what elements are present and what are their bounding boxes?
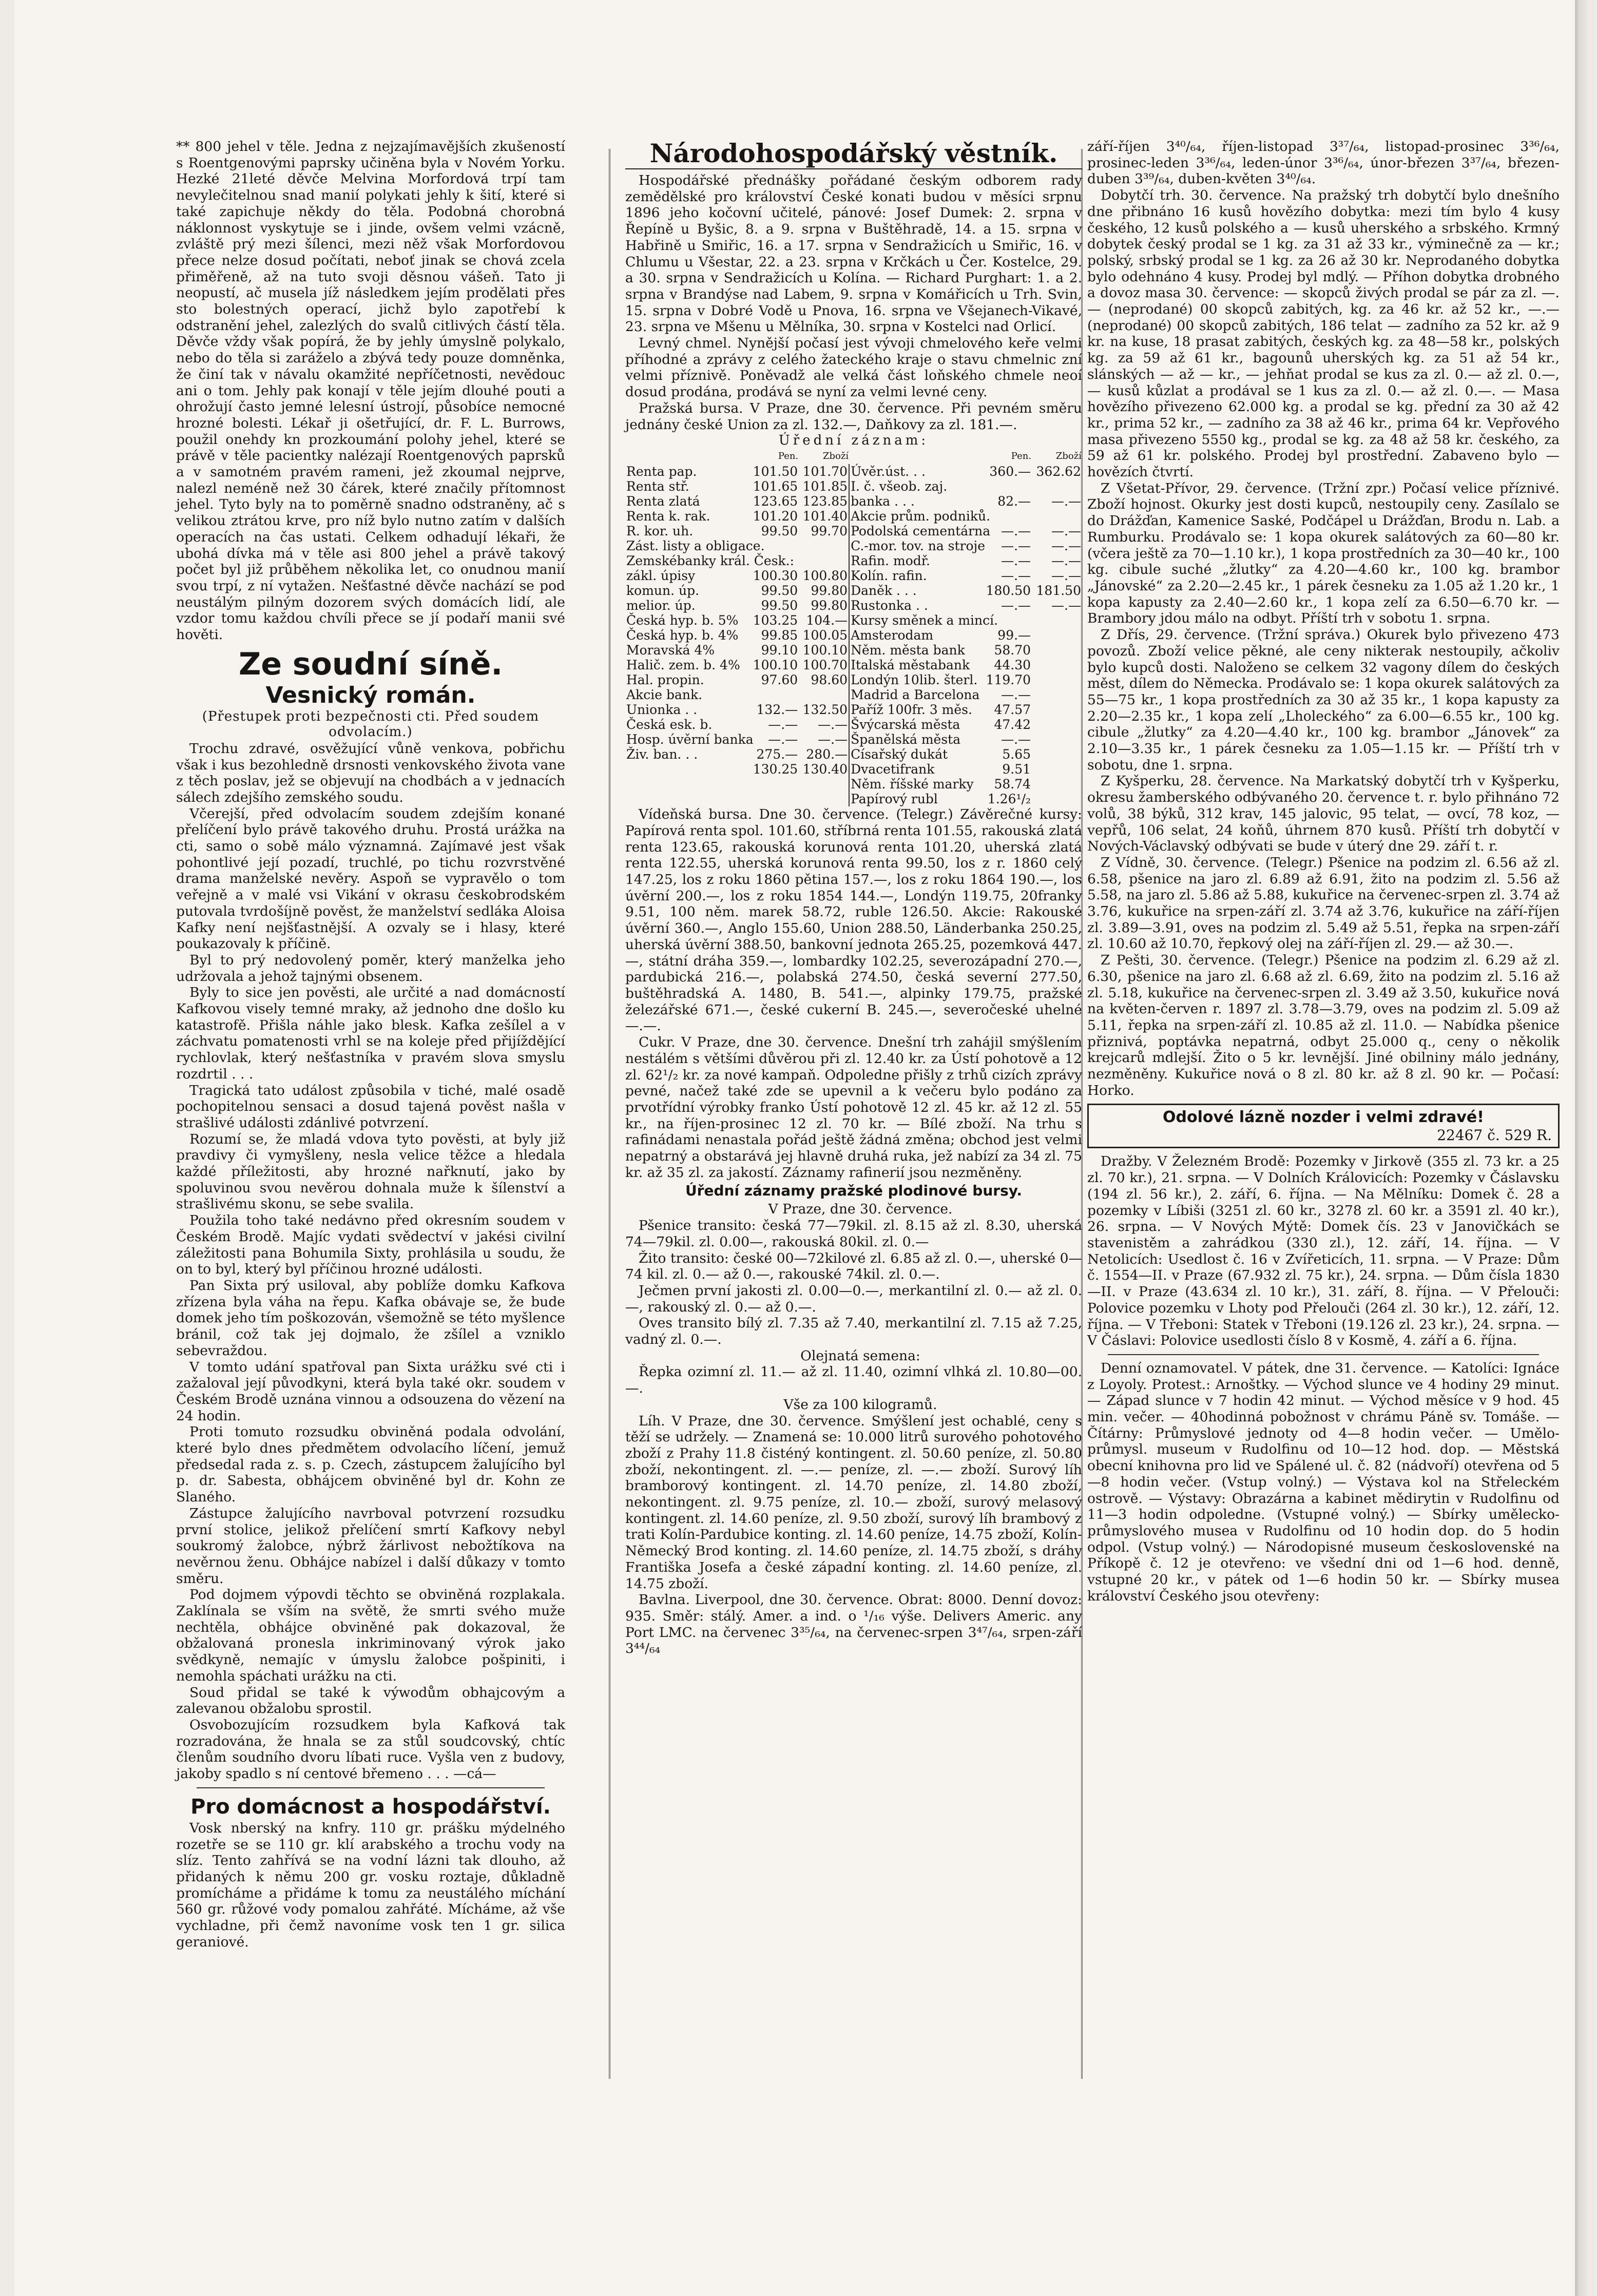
- table-cell: —.—: [1001, 524, 1031, 539]
- table-header-cell: Zboží: [1055, 451, 1082, 462]
- table-cell: banka . . .: [849, 494, 982, 509]
- table-cell: [625, 762, 748, 777]
- table-cell: —.—: [1051, 524, 1081, 539]
- market-paragraph: Dobytčí trh. 30. července. Na pražský trh dobytčí bylo dnešního dne přibnáno 16 kusů hovězího dobytka: mezi tím bylo 4 kusy českého, 12 kusů polského a — kusů uherského a srbského. Krmný dobytek český prodal se 1 kg. za 31 až 33 kr., výminečně za — kr.; polský, srbský prodal se 1 kg. za 26 až 30 kr. Neprodaného dobytka bylo odehnáno 4 kusy. Prodej byl mdlý. — Příhon dobytka drobného a dovoz masa 30. července: — skopců živých prodal se pár za zl. —.— (neprodané) 00 skopců zabitých, kg. za 46 kr. až 52 kr., —.— (neprodané) 00 skopců zabitých, 186 telat — zadního za 52 kr. až 9 kr. na kuse, 18 prasat zabitých, českých kg. za 48—58 kr., polských kg. za 59 až 61 kr., bagounů uherských kg. za 51 až 54 kr., slánských — až — kr., — jehňat prodal se kus za zl. 0.— až zl. 0.—, — kusů kůzlat a prodával se 1 kus za zl. 0.— až zl. 0.—. — Masa hovězího přivezeno 62.000 kg. a prodal se kg. přední za 30 až 42 kr., prima 52 kr., — zadního za 38 až 46 kr., prima 64 kr. Vepřového masa přivezeno 5550 kg., prodal se kg. za 48 až 58 kr. českého, za 59 až 61 kr. polského. Prodej byl prostřední. Zabaveno bylo — hovězích čtvrtí.: [1087, 187, 1560, 480]
- table-row: [625, 717, 1082, 732]
- produce-paragraph: Ječmen první jakosti zl. 0.00—0.—, merkantilní zl. 0.— až zl. 0.—, rakouský zl. 0.— až 0.—.: [625, 1282, 1082, 1315]
- table-cell: 101.65: [753, 479, 798, 494]
- table-cell: Něm. města bank: [849, 643, 982, 658]
- table-cell: Česká hyp. b. 4%: [626, 628, 739, 643]
- table-cell: [799, 777, 849, 792]
- table-row: [625, 538, 1082, 553]
- table-header-cell: Pen.: [1011, 451, 1032, 462]
- table-cell: 99.10: [761, 643, 798, 658]
- table-row: [625, 702, 1082, 717]
- table-cell: —.—: [1051, 553, 1081, 569]
- table-cell: Rustonka . .: [849, 598, 982, 613]
- court-paragraph: Byl to prý nedovolený poměr, který manželka jeho udržovala a jehož tajnými obsenem.: [176, 952, 565, 985]
- table-cell: [1032, 702, 1082, 717]
- table-cell: 132.50: [802, 702, 848, 718]
- table-cell: 101.70: [802, 464, 848, 479]
- court-paragraph: Trochu zdravé, osvěžující vůně venkova, pobřichu však i kus bezohledně drsnosti venkovského života vane z těch poslav, jež se objevují na chodbách a v jednacích sálech zdejšího zemského soudu.: [176, 740, 565, 805]
- table-cell: —.—: [1001, 568, 1031, 584]
- table-cell: Zást. listy a obligace.: [626, 538, 765, 554]
- table-cell: Paříž 100fr. 3 měs.: [849, 702, 982, 717]
- table-cell: Renta stř.: [626, 479, 689, 494]
- court-paragraph: Soud přidal se také k výwodům obhajcovým a zalevanou obžalobu sprostil.: [176, 1684, 565, 1717]
- table-cell: melior. úp.: [626, 598, 696, 613]
- table-cell: 97.60: [761, 672, 798, 688]
- table-cell: —.—: [1051, 494, 1081, 509]
- table-cell: Dvacetifrank: [849, 762, 982, 777]
- column-rule: [609, 149, 610, 2079]
- section-divider: [197, 1787, 545, 1788]
- newspaper-page: [14, 0, 1578, 2296]
- table-row: [625, 658, 1082, 672]
- table-cell: 98.60: [811, 672, 848, 688]
- table-cell: [1032, 792, 1082, 806]
- table-cell: 1.26¹/₂: [987, 792, 1031, 807]
- court-paragraph: Osvobozujícím rozsudkem byla Kafková tak rozradována, že hnala se za stůl soudcovský, chtíc členům soudního dvoru líbati ruce. Vyšla ven z budovy, jakoby spadlo s ní centové břemeno . . . —cá—: [176, 1716, 565, 1782]
- exchange-rates-table: [625, 448, 1082, 806]
- table-cell: 99.50: [761, 524, 798, 539]
- table-cell: 100.80: [802, 568, 848, 584]
- economic-paragraph: Levný chmel. Nynější počasí jest vývoji chmelového keře velmi příhodné a zprávy z celého žateckého kraje o stavu chmelnic zní velmi příznivě. Poněvadž ale velká část loňského chmele neoí dosud prodána, prodává se nyní za velmi levné ceny.: [625, 335, 1082, 400]
- table-cell: 101.40: [802, 509, 848, 524]
- table-cell: 99.80: [811, 583, 848, 599]
- produce-exchange-title: Úřední záznamy pražské plodinové bursy.: [685, 1182, 1023, 1200]
- table-cell: 130.40: [802, 762, 848, 777]
- court-paragraph: V tomto udání spatřoval pan Sixta urážku své cti i zažaloval její původkyni, která byla také okr. soudem v Českém Brodě uznána vinnou a odsouzena do vězení na 24 hodin.: [176, 1359, 565, 1424]
- table-cell: —.—: [1001, 598, 1031, 613]
- produce-paragraph: Bavlna. Liverpool, dne 30. července. Obrat: 8000. Denní dovoz: 935. Směr: stálý. Amer. a ind. o ¹/₁₆ výše. Delivers Americ. any Port LMC. na červenec 3³⁵/₆₄, na červenec-srpen 3⁴⁷/₆₄, srpen-září 3⁴⁴/₆₄: [625, 1592, 1082, 1657]
- table-row: [625, 494, 1082, 509]
- economic-paragraph: Hospodářské přednášky pořádané českým odborem rady zemědělské pro království České konati budou v měsíci srpnu 1896 jeho kočovní učitelé, pánové: Josef Dumek: 2. srpna v Řepíně u Byšic, 8. a 9. srpna v Buštěhradě, 14. a 15. srpna v Habřině u Smiřic, 16. a 17. srpna v Sendražicích u Smiřic, 16. v Chlumu u Všestar, 22. a 23. srpna v Krčkách u Čer. Kostelce, 29. a 30. srpna v Sendražicích u Kolína. — Richard Purghart: 1. a 2. srpna v Brandýse nad Labem, 9. srpna v Komářicích u Trh. Svin, 15. srpna v Dobré Vodě u Pnova, 16. srpna ve Všejanech-Vikavé, 23. srpna ve Mšenu u Mělníka, 30. srpna v Kostelci nad Orlicí.: [625, 172, 1082, 335]
- table-cell: 100.70: [802, 658, 848, 673]
- table-cell: [1032, 687, 1082, 702]
- table-cell: [1032, 747, 1082, 762]
- table-cell: —.—: [1001, 687, 1031, 703]
- table-cell: —.—: [818, 717, 848, 732]
- table-cell: Daněk . . .: [849, 583, 982, 598]
- table-cell: komun. úp.: [626, 583, 700, 599]
- table-cell: [625, 777, 748, 792]
- table-cell: 99.80: [811, 598, 848, 613]
- produce-paragraph: Olejnatá semena:: [800, 1347, 920, 1364]
- court-paragraph: Včerejší, před odvolacím soudem zdejším konané přelíčení bylo právě takového druhu. Prostá urážka na cti, samo o sobě málo významná. Zajímavé jest však pohontlivé její pozadí, truchlé, po tichu rozvrstvěné drama manželské nevěry. Aspoň se vypravělo o tom veřejně a v malé vsi Vikání v okrasu českobrodském putovala tvrdošíjně pověst, že manželství sedláka Aloisa Kafky není nejšťastnější. A ozvaly se i hlasy, které poukazovaly k příčině.: [176, 805, 565, 952]
- table-row: [625, 568, 1082, 583]
- table-cell: [1032, 762, 1082, 777]
- table-cell: [1032, 717, 1082, 732]
- market-paragraph: Z Všetat-Přívor, 29. července. (Tržní zpr.) Počasí velice příznivé. Zboží hojnost. Okurky jest dosti kupců, nestoupily ceny. Zasílalo se do Drážďan, Kamenice Saské, Podčápel u Drážďan, Brodu n. Lab. a Rumburku. Prodávalo se: 1 kopa okurek salátových za 60—80 kr. (včera ještě za 70—1.10 kr.), 1 kopa prostředních za 30—40 kr., 100 kg. cibule suché „žlutky“ za 4.20—4.60 kr., 100 kg. brambor „Jánovské“ za 2.20—2.45 kr., 1 párek česneku za 1.05 až 1.20 kr., 1 kopa kapusty za 2.40—2.60 kr., 1 kopa zelí za 6.50—6.70 kr. — Brambory jdou málo na odbyt. Příští trh v sobotu 1. srpna.: [1087, 480, 1560, 627]
- table-cell: [748, 687, 799, 702]
- advertisement-title: Odolové lázně nozder i velmi zdravé!: [1163, 1108, 1484, 1127]
- table-cell: 181.50: [1036, 583, 1081, 599]
- court-paragraph: Rozumí se, že mladá vdova tyto pověsti, at byly již pravdivy či vymyšleny, nesla velice těžce a hledala každé příležitosti, aby hrozné nařknutí, jako by spoluvinou svou nevěrou dohnala muže k šílenství a strašlivému skonu, se sebe svalila.: [176, 1131, 565, 1212]
- table-cell: —.—: [1001, 553, 1031, 569]
- table-row: [625, 509, 1082, 524]
- table-row: [625, 777, 1082, 792]
- table-cell: [1032, 672, 1082, 687]
- table-cell: 100.30: [753, 568, 798, 584]
- table-cell: 100.10: [802, 643, 848, 658]
- table-cell: 47.42: [994, 717, 1031, 732]
- table-row: [625, 553, 1082, 568]
- table-row: [625, 583, 1082, 598]
- court-paragraph: Zástupce žalujícího navrboval potvrzení rozsudku první stolice, jelikož přelíčení smrtí Kafkovy nebyl soukromý žalobce, nýbrž žárlivost nebožtíkova na nevěrnou ženu. Obhájce nabízel i další důkazy v tomto směru.: [176, 1505, 565, 1587]
- table-cell: [799, 553, 849, 568]
- market-paragraph: Vídeňská bursa. Dne 30. července. (Telegr.) Závěrečné kursy: Papírová renta spol. 101.60, stříbrná renta 101.55, rakouská zlatá renta 123.65, rakouská korunová renta 101.20, uherská zlatá renta 122.55, uherská korunová renta 99.50, los z r. 1860 celý 147.25, los z roku 1860 pětina 157.—, los z roku 1864 190.—, los úvěrní 200.—, los z roku 1854 144.—, Londýn 119.75, 20franky 9.51, 100 něm. marek 58.72, ruble 126.50. Akcie: Rakouské úvěrní 360.—, Anglo 155.60, Union 288.50, Länderbanka 250.25, uherská úvěrní 388.50, bankovní jednota 265.25, pozemková 447.—, státní dráha 359.—, lombardky 102.25, severozápadní 270.—, pardubická 216.—, polabská 274.50, česká severní 277.50, buštěhradská A. 1480, B. 541.—, alpinky 179.75, pražské železářské 671.—, české cukerní B. 245.—, severočeské uhelné —.—.: [625, 806, 1082, 1034]
- table-cell: [1032, 509, 1082, 524]
- table-cell: 47.57: [994, 702, 1031, 718]
- table-row: [625, 747, 1082, 762]
- table-row: [625, 643, 1082, 658]
- market-paragraph: Z Vídně, 30. července. (Telegr.) Pšenice na podzim zl. 6.56 až zl. 6.58, pšenice na jaro zl. 6.89 až 6.91, žito na podzim zl. 5.56 až 5.58, na jaro zl. 5.86 až 5.88, kukuřice na červenec-srpen zl. 3.74 až 3.76, kukuřice na srpen-září zl. 3.74 až 3.76, kukuřice na září-říjen zl. 3.89—3.91, oves na podzim zl. 5.49 až 5.51, řepka na srpen-září zl. 10.60 až 10.70, řepkový olej na září-říjen zl. 29.— až 30.—.: [1087, 854, 1560, 952]
- table-cell: [1032, 613, 1082, 628]
- table-cell: Rafin. modř.: [849, 553, 982, 568]
- table-cell: 275.—: [756, 747, 798, 762]
- court-paragraph: Pod dojmem výpovdi těchto se obviněná rozplakala. Zaklínala se vším na světě, že smrti svého muže nechtěla, obhájce obviněné pak dokazoval, že obžalovaná pronesla inkriminovaný výrok jako svědkyně, nemajíc v úmyslu žalobce pošpiniti, i nemohla spáchati urážku na cti.: [176, 1587, 565, 1684]
- table-cell: 9.51: [1002, 762, 1031, 777]
- economic-paragraph: Pražská bursa. V Praze, dne 30. července. Při pevném směru jednány české Union za zl. 132.—, Daňkovy za zl. 181.—.: [625, 400, 1082, 433]
- table-cell: —.—: [1001, 538, 1031, 554]
- table-cell: 280.—: [806, 747, 848, 762]
- household-section-title: Pro domácnost a hospodářství.: [190, 1795, 551, 1819]
- table-cell: [799, 687, 849, 702]
- table-cell: Italská městabank: [849, 658, 982, 672]
- table-cell: [748, 792, 799, 806]
- table-cell: Madrid a Barcelona: [849, 687, 982, 702]
- table-cell: —.—: [768, 732, 798, 747]
- column-left: [176, 139, 565, 2192]
- table-cell: [1032, 658, 1082, 672]
- table-row: [625, 732, 1082, 747]
- table-row: [625, 792, 1082, 806]
- table-row: [625, 762, 1082, 777]
- table-cell: 101.50: [753, 464, 798, 479]
- table-cell: 99.—: [997, 628, 1031, 643]
- official-quotes-label: Úřední záznam:: [778, 433, 929, 449]
- table-cell: 99.50: [761, 598, 798, 613]
- produce-paragraph: Líh. V Praze, dne 30. července. Smýšlení jest ochablé, ceny s těží se udržely. — Znamená se: 10.000 litrů surového pohotového zboží z Prahy 11.8 čisténý kontingent. zl. 50.60 peníze, zl. 50.80 zboží, nekontingent. zl. —.— peníze, zl. —.— zboží. Surový líh bramborový kontingent. zl. 14.70 peníze, zl. 14.80 zboží, nekontingent. zl. 9.75 peníze, zl. 10.— zboží, surový melasový kontingent. zl. 14.60 peníze, zl. 9.50 zboží, surový líh brambový z trati Kolín-Pardubice konting. zl. 14.60 peníze, 14.75 zboží, Kolín-Německý Brod konting. zl. 14.60 peníze, zl. 14.75 zboží, s dráhy Františka Josefa a české západní konting. zl. 14.60 peníze, zl. 14.75 zboží.: [625, 1413, 1082, 1592]
- produce-paragraph: Žito transito: české 00—72kilové zl. 6.85 až zl. 0.—, uherské 0—74 kil. zl. 0.— až 0.—, rakouské 74kil. zl. 0.—.: [625, 1250, 1082, 1283]
- produce-paragraph: Vše za 100 kilogramů.: [783, 1396, 937, 1413]
- table-row: [625, 524, 1082, 538]
- table-cell: I. č. všeob. zaj.: [849, 479, 982, 494]
- market-paragraph: Z Dřís, 29. července. (Tržní správa.) Okurek bylo přivezeno 473 povozů. Zboží velice pěkné, ale ceny nikterak nestoupily, ačkoliv bylo kupců dosti. Naloženo se celkem 32 vagony dílem do českých měst, dílem do Německa. Prodávalo se: 1 kopa okurek salátových za 55—75 kr., 1 kopa prostředních za 30 až 35 kr., 1 kopa kapusty za 2.20—2.35 kr., 1 kopa zelí „Lholeckého“ za 6.00—6.55 kr., 100 kg. cibule „žlutky“ za 4.20—4.40 kr., 100 kg. brambor „Jánovek“ za 2.10—3.35 kr., 1 párek česneku za 1.05—1.15 kr. — Příští trh v sobotu, dne 1. srpna.: [1087, 627, 1560, 773]
- table-cell: Kursy směnek a mincí.: [849, 613, 982, 628]
- table-cell: Podolská cementárna: [849, 524, 982, 538]
- table-cell: Hosp. úvěrní banka: [626, 732, 754, 747]
- table-cell: C.-mor. tov. na stroje: [849, 538, 982, 553]
- table-cell: 99.70: [811, 524, 848, 539]
- column-middle: [625, 139, 1082, 2223]
- market-paragraph: září-říjen 3⁴⁰/₆₄, říjen-listopad 3³⁷/₆₄, listopad-prosinec 3³⁶/₆₄, prosinec-leden 3³⁶/₆₄, leden-únor 3³⁶/₆₄, únor-březen 3³⁷/₆₄, březen-duben 3³⁹/₆₄, duben-květen 3⁴⁰/₆₄.: [1087, 139, 1560, 187]
- table-cell: 180.50: [986, 583, 1031, 599]
- court-paragraph: Proti tomuto rozsudku obviněná podala odvolání, které bylo dnes předmětem odvolacího líčení, jemuž předsedal rada z. s. p. Czech, zástupcem žalujícího byl p. dr. Sabesta, obhájcem obviněné byl dr. Kohn ze Slaného.: [176, 1424, 565, 1506]
- table-cell: Úvěr.úst. . .: [849, 464, 982, 479]
- table-cell: 82.—: [997, 494, 1031, 509]
- court-article-title: Vesnický román.: [265, 682, 476, 708]
- table-cell: Amsterodam: [849, 628, 982, 643]
- household-paragraph: Vosk nberský na knfry. 110 gr. prášku mýdelného rozetře se se 110 gr. klí arabského a trochu vody na slíz. Tento zahřívá se na vodní lázni tak dlouho, až přidaných k němu 200 gr. vosku roztaje, důkladně promícháme a přidáme k tomu za neustálého míchání 560 gr. růžové vody pomalou zahřáté. Mícháme, až vše vychladne, při čemž navoníme vosk ten 1 gr. silica geraniové.: [176, 1820, 565, 1950]
- table-cell: —.—: [1051, 598, 1081, 613]
- table-row: [625, 598, 1082, 613]
- table-cell: [1032, 628, 1082, 643]
- court-section-title: Ze soudní síně.: [238, 646, 503, 682]
- table-cell: Česká esk. b.: [626, 717, 713, 732]
- table-cell: Unionka . .: [626, 702, 698, 718]
- daily-notices-paragraph: Denní oznamovatel. V pátek, dne 31. července. — Katolíci: Ignáce z Loyoly. Protest.: Arnoštky. — Východ slunce ve 4 hodiny 29 minut. — Západ slunce v 7 hodin 42 minut. — Východ měsíce v 9 hod. 45 min. večer. — 40hodinná pobožnost v chrámu Páně sv. Tomáše. — Čítárny: Průmyslové jednoty od 4—8 hodin večer. — Umělo-průmysl. museum v Rudolfinu od 10—12 hod. dop. — Městská obecní knihovna pro lid ve Spálené ul. č. 82 (nádvoří) otevřena od 5—8 hodin večer. (Vstup volný.) — Výstava kol na Střeleckém ostrově. — Výstavy: Obrazárna a kabinet mědirytin v Rudolfinu od 11—3 hodin odpoledne. (Vstupné volný.) — Sbírky umělecko-průmyslového musea v Rudolfinu od 10 hodin dop. do 5 hodin odpol. (Vstup volný.) — Národopisné museum československé na Příkopě č. 12 je otevřeno: ve všední dni od 1—6 hod. denně, vstupné 20 kr., v pátek od 1—6 hodin 50 kr. — Sbírky musea království Českého jsou otevřeny:: [1087, 1360, 1560, 1604]
- table-cell: [799, 792, 849, 806]
- table-cell: [1032, 732, 1082, 747]
- table-row: [625, 613, 1082, 628]
- table-cell: —.—: [1051, 538, 1081, 554]
- column-right: [1087, 139, 1560, 2192]
- table-cell: [748, 777, 799, 792]
- court-paragraph: Tragická tato událost způsobila v tiché, malé osadě pochopitelnou sensaci a dosud tajená pověst našla v strašlivé události zdánlivé potvrzení.: [176, 1082, 565, 1131]
- table-cell: Moravská 4%: [626, 643, 715, 658]
- table-row: [625, 628, 1082, 643]
- produce-paragraph: Oves transito bílý zl. 7.35 až 7.40, merkantilní zl. 7.15 až 7.25, vadný zl. 0.—.: [625, 1315, 1082, 1348]
- table-row: [625, 479, 1082, 494]
- table-cell: Renta pap.: [626, 464, 697, 479]
- section-divider: [1108, 1354, 1539, 1355]
- advertisement-number: 22467 č. 529 R.: [1437, 1127, 1552, 1144]
- table-cell: —.—: [1001, 732, 1031, 747]
- table-cell: 132.—: [756, 702, 798, 718]
- table-cell: Švýcarská města: [849, 717, 982, 732]
- court-article-kicker: (Přestupek proti bezpečnosti cti. Před soudem odvolacím.): [202, 708, 540, 740]
- auctions-paragraph: Dražby. V Železném Brodě: Pozemky v Jirkově (355 zl. 73 kr. a 25 zl. 70 kr.), 21. srpna. — V Dolních Královicích: Pozemky v Čáslavsku (194 zl. 56 kr.), 2. září, 6. října. — Na Mělníku: Domek č. 28 a pozemky v Líbiši (3251 zl. 60 kr., 3278 zl. 60 kr. a 3591 zl. 40 kr.), 26. srpna. — V Nových Mýtě: Domek čís. 23 v Janovičkách se stavenistěm a zahrádkou (330 zl.), 12. září, 14. října. — V Netolicích: Usedlost č. 16 v Zvířeticích, 11. srpna. — V Praze: Dům č. 1554—II. v Praze (67.932 zl. 75 kr.), 24. srpna. — Dům čísla 1830—II. v Praze (43.634 zl. 10 kr.), 31. září, 8. října. — V Přelouči: Polovice pozemku v Lhoty pod Přelouči (264 zl. 30 kr.), 12. září, 12. října. — V Třeboni: Statek v Třeboni (19.126 zl. 23 kr.), 24. srpna. — V Čáslavi: Polovice usedlosti číslo 8 v Kosmě, 4. září a 6. října.: [1087, 1153, 1560, 1349]
- table-cell: Zemskébanky král. Česk.:: [626, 553, 795, 569]
- table-cell: Živ. ban. . .: [626, 747, 698, 762]
- table-cell: R. kor. uh.: [626, 524, 694, 539]
- table-cell: 130.25: [753, 762, 798, 777]
- market-paragraph: Z Pešti, 30. července. (Telegr.) Pšenice na podzim zl. 6.29 až zl. 6.30, pšenice na jaro zl. 6.68 až zl. 6.69, žito na podzim zl. 5.16 až zl. 5.18, kukuřice na červenec-srpen zl. 3.49 až 3.50, kukuřice nová na květen-červen r. 1897 zl. 3.78—3.79, oves na podzim zl. 5.09 až 5.11, řepka na srpen-září zl. 10.85 až zl. 11.0. — Nabídka pšenice přiznivá, poptávka nepatrná, odbyt 25.000 q., ceny o několik krejcarů mdlejší. Žito o 5 kr. levnější. Jiné obilniny málo jednány, nezměněny. Kukuřice nová o 8 zl. 80 kr. až 8 zl. 90 kr. — Počasí: Horko.: [1087, 952, 1560, 1098]
- table-cell: Halič. zem. b. 4%: [626, 658, 740, 673]
- table-cell: Londýn 10lib. šterl.: [849, 672, 982, 687]
- table-cell: 104.—: [806, 613, 848, 628]
- table-cell: 123.65: [753, 494, 798, 509]
- table-cell: 362.62: [1036, 464, 1081, 479]
- court-paragraph: Byly to sice jen pověsti, ale určité a nad domácností Kafkovou visely temné mraky, až jednoho dne došlo ku katastrofě. Přišla náhle jako blesk. Kafka zešílel a v záchvatu pomatenosti vrhl se na koleje před přijíždějící rychlovlak, který nešťastníka v pravém slova smyslu rozdrtil . . .: [176, 985, 565, 1082]
- table-cell: 101.20: [753, 509, 798, 524]
- produce-paragraph: V Praze, dne 30. července.: [768, 1201, 953, 1218]
- table-cell: 119.70: [986, 672, 1031, 688]
- table-cell: Něm. říšské marky: [849, 777, 982, 792]
- table-cell: zákl. úpisy: [626, 568, 696, 584]
- table-cell: —.—: [768, 717, 798, 732]
- table-header-cell: Pen.: [778, 451, 799, 462]
- table-cell: 58.74: [994, 777, 1031, 792]
- table-cell: 101.85: [802, 479, 848, 494]
- table-cell: 99.50: [761, 583, 798, 599]
- court-paragraph: Pan Sixta prý usiloval, aby poblíže domku Kafkova zřízena byla váha na řepu. Kafka obávaje se, že bude domek jeho tím poškozován, všemožně se této myšlence bránil, což tak jej dojmalo, že zšílel a vzniklo sebevraždou.: [176, 1278, 565, 1359]
- table-cell: —.—: [818, 732, 848, 747]
- table-cell: Kolín. rafin.: [849, 568, 982, 583]
- table-cell: 5.65: [1002, 747, 1031, 762]
- table-cell: Renta zlatá: [626, 494, 700, 509]
- table-cell: [1032, 643, 1082, 658]
- table-header-row: [625, 448, 1082, 464]
- table-cell: [982, 479, 1032, 494]
- table-cell: Akcie prům. podniků.: [849, 509, 982, 524]
- court-paragraph: Použila toho také nedávno před okresním soudem v Českém Brodě. Majíc vydati svědectví v jakési civilní záležitosti pana Bohumila Sixty, prohlásila u soudu, že on to byl, který byl příčinou hrozné události.: [176, 1212, 565, 1278]
- produce-paragraph: Řepka ozimní zl. 11.— až zl. 11.40, ozimní vlhká zl. 10.80—00.—.: [625, 1364, 1082, 1397]
- table-row: [625, 687, 1082, 702]
- table-cell: [1032, 777, 1082, 792]
- table-cell: 100.10: [753, 658, 798, 673]
- table-cell: Papírový rubl: [849, 792, 982, 806]
- table-cell: Císařský dukát: [849, 747, 982, 762]
- advertisement-box: [1087, 1104, 1560, 1148]
- economic-section-title: Národohospodářský věstník.: [625, 139, 1082, 169]
- table-cell: 99.85: [761, 628, 798, 643]
- produce-paragraph: Pšenice transito: česká 77—79kil. zl. 8.15 až zl. 8.30, uherská 74—79kil. zl. 0.00—, rakouská 80kil. zl. 0.—: [625, 1218, 1082, 1250]
- table-row: [625, 464, 1082, 479]
- table-cell: 44.30: [994, 658, 1031, 673]
- table-cell: Akcie bank.: [626, 687, 703, 703]
- table-cell: Renta k. rak.: [626, 509, 710, 524]
- table-cell: 100.05: [802, 628, 848, 643]
- table-cell: [625, 792, 748, 806]
- table-cell: 123.85: [802, 494, 848, 509]
- table-cell: 58.70: [994, 643, 1031, 658]
- market-paragraph: Cukr. V Praze, dne 30. července. Dnešní trh zahájil smýšlením nestálém s většími důvěrou při zl. 12.40 kr. za Ústí pohotově a 12 zl. 62¹/₂ kr. za nové kampaň. Odpoledne přišly z trhů cizích zprávy pevné, načež také zde se upevnil a k večeru bylo podáno za prvotřídní výrobky franko Ústí pohotově 12 zl. 45 kr. až 12 zl. 55 kr., na říjen-prosinec 12 zl. 70 kr. — Bílé zboží. Na trhu s rafinádami nenastala pořád ještě žádná změna; obchod jest velmi nepatrný a obstarává jej hlavně druhá ruka, jež nabízí za 34 zl. 75 kr. až 35 zl. za jakostí. Záznamy rafinerií jsou nezměněny.: [625, 1034, 1082, 1181]
- table-cell: [1032, 479, 1082, 494]
- table-cell: Hal. propin.: [626, 672, 704, 688]
- table-header-cell: Zboží: [822, 451, 849, 462]
- table-cell: —.—: [1051, 568, 1081, 584]
- article-800-jehel: ** 800 jehel v těle. Jedna z nejzajímavějších zkušeností s Roentgenovými paprsky učiněna byla v Novém Yorku. Hezké 21leté děvče Melvina Morfordová trpí tam nevylečitelnou snad manií polykati jehly k šití, které si také zapichuje někdy do těla. Podobná chorobná náklonnost vyskytuje se i jinde, ovšem velmi vzácně, zvláště prý mezi šílenci, mezi něž však Morfordovou přece nelze dosud počítati, neboť jinak se chová zcela přiměřeně, až na tuto svoji děsnou vášeň. Tato ji neopustí, ač musela jíž následkem jejím prodělati přes sto bolestných operací, jichž bylo zapotřebí k odstranění jehel, zalezlých do svalů citlivých částí těla. Děvče vždy však popírá, že by jehly úmyslně polykalo, nebo do těla si zaráželo a zbývá tedy pouze domněnka, že činí tak v návalu okamžité nepříčetnosti, nevědouc ani o tom. Jehly pak konají v těle jejím dlouhé pouti a ohrožují často jemné lelesní ústrojí, působíce nemocné hrozné bolesti. Lékař ji ošetřující, dr. F. L. Burrows, použil onehdy kn prozkoumání polohy jehel, které se právě v těle pacientky nalézají Roentgenových paprsků a v samotném pravém rameni, jež zkoumal nejprve, nalezl neméně než 30 čárek, které značily přítomnost jehel. Tyto byly na to poměrně snadno odstraněny, ač s velikou ztrátou krve, pro níž bylo nutno zatím v dalších operacích na čas ustati. Celkem odhadují lékaři, že ubohá dívka má v těle asi 800 jehel a právě takový počet byl již průběhem několika let, co onudnou manií svou trpí, z ní vytažen. Nešťastné děvče nachází se pod neustálým pilným dozorem svých domácích lidí, ale vzdor tomu každou chvíli přece se jí podaří manii své hověti.: [176, 139, 565, 643]
- table-cell: [799, 538, 849, 553]
- table-cell: Španělská města: [849, 732, 982, 747]
- market-paragraph: Z Kyšperku, 28. července. Na Markatský dobytčí trh v Kyšperku, okresu žamberského odbývaného 20. července t. r. bylo přihnáno 72 volů, 38 býků, 312 krav, 145 jalovic, 95 telat, — ovcí, 78 koz, — vepřů, 106 selat, 24 koňů, úhrnem 870 kusů. Příští trh dobytčí v Nových-Václavský odbývati se bude v úterý dne 29. září t. r.: [1087, 773, 1560, 855]
- table-cell: 360.—: [989, 464, 1031, 479]
- table-cell: 103.25: [753, 613, 798, 628]
- table-cell: Česká hyp. b. 5%: [626, 613, 739, 628]
- table-row: [625, 672, 1082, 687]
